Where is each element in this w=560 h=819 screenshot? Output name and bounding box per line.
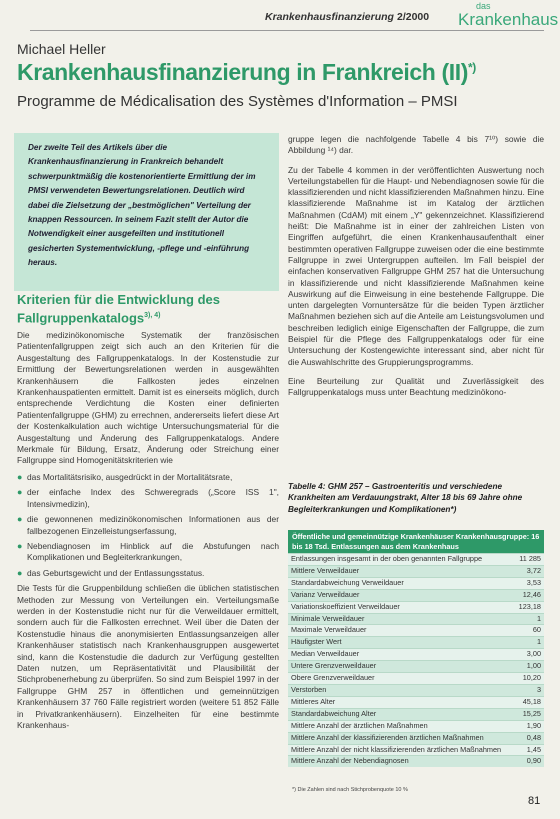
row-value: 1 <box>504 613 544 625</box>
row-value: 0,48 <box>504 732 544 744</box>
right-column <box>288 134 544 407</box>
row-value: 3 <box>504 684 544 696</box>
row-label: Mittlere Anzahl der Nebendiagnosen <box>288 756 504 767</box>
bullet-text: das Geburtsgewicht und der Entlassungsstatus. <box>27 567 205 578</box>
table-row <box>288 649 544 661</box>
row-label: Mittlere Verweildauer <box>288 565 504 577</box>
row-value: 3,53 <box>504 577 544 589</box>
bullet-text: der einfache Index des Schweregrads („Score ISS 1", Intensivmedizin), <box>27 487 279 509</box>
table-row <box>288 673 544 685</box>
bullet-icon: ● <box>17 540 23 551</box>
row-value: 1,45 <box>504 744 544 756</box>
table-row <box>288 720 544 732</box>
row-value: 3,00 <box>504 649 544 661</box>
abstract-box <box>14 133 279 291</box>
table-row <box>288 625 544 637</box>
row-value: 3,72 <box>504 565 544 577</box>
abstract-text: Der zweite Teil des Artikels über die Krankenhausfinanzierung in Frankreich behandelt schwerpunktmäßig die kostenorientierte Ermittlung der im PMSI verwendeten Bewertungsrelationen. Deutlich wird dabei die Zielsetzung der „bestmöglichen" Verteilung der knappen Ressourcen. In seinem Fazit stellt der Autor die Notwendigkeit einer ausgefeilten und institutionell gesicherten Systementwicklung, -pflege und -einführung heraus. <box>28 143 256 268</box>
article-title-mark: *) <box>467 60 476 75</box>
row-value: 1,00 <box>504 661 544 673</box>
statistics-table <box>288 530 544 767</box>
table-row <box>288 708 544 720</box>
article-subtitle: Programme de Médicalisation des Systèmes d'Information – PMSI <box>17 93 458 110</box>
criteria-bullet <box>17 514 279 537</box>
header-topic: Krankenhausfinanzierung <box>265 11 394 23</box>
criteria-bullet <box>17 487 279 510</box>
row-label: Minimale Verweildauer <box>288 613 504 625</box>
row-label: Entlassungen insgesamt in der oben genannten Fallgruppe <box>288 554 504 566</box>
row-value: 45,18 <box>504 696 544 708</box>
row-value: 1 <box>504 637 544 649</box>
section-heading <box>17 292 279 326</box>
left-paragraph-1: Die medizinökonomische Systematik der französischen Patientenfallgruppen zeigt sich auch an den Kriterien für die Ausgestaltung des Fallgruppenkatalogs. In der Kostenstudie zur Ermittlung der Bewertungsrelationen werden in ausgewählten Krankenhäusern die Fallkosten jedes einzelnen Krankenhauspatienten ermittelt. Damit ist es einerseits möglich, durch entsprechende Verdichtung die Kosten einer definierten Patientenfallgruppe (GHM) zu errechnen, andererseits liefert diese Art der Kostenkalkulation auch wichtige Untersuchungsmaterial für die Ausgestaltung und Änderung des Fallgruppenkatalogs. Andere Merkmale für Bildung, Ersatz, Änderung oder Streichung einer Fallgruppe sind Homogenitätskriterien wie <box>17 330 279 466</box>
table-row <box>288 756 544 767</box>
table-row <box>288 589 544 601</box>
magazine-logo <box>458 2 558 28</box>
right-paragraph-2: Zu der Tabelle 4 kommen in der veröffentlichten Auswertung noch Verteilungstabellen für die Haupt- und Nebendiagnosen sowie für die klassifizierenden und nicht klassifizierenden Maßnahmen hinzu. Eine klassifizierende Maßnahme ist im Katalog der ärztlichen Maßnahmen (CdAM) mit einem „Y" gekennzeichnet. Klassifizierend heißt: Die Maßnahme ist in einer der zahlreichen Listen von Eingriffen aufgeführt, die einen Krankenhausaufenthalt einer bestimmten operativen Fallgruppe zuweisen oder die eine bestimmte Fallgruppe in zwei Untergruppen aufteilen. Im Fall beispiel der einfachen konservativen Fallgruppe GHM 257 hat die Untersuchung in klassifizierende und nicht klassifizierende Maßnahmen keine Auswirkung auf die Einweisung in eine bestehende Fallgruppe. Die unten dargelegten Vornuntersätze für die beiden Typen ärztlicher Maßnahmen beziehen sich auf die Anteile am Leistungsvolumen und beschreiben lediglich einige Eigenschaften der Fallgruppe, die zum Beispiel für die Pflege des Fallgruppenkatalogs oder für eine Untersuchung der Kostengewichte interessant sind, aber nicht für die Auswahlschritte des Gruppierungsprogramms. <box>288 164 544 367</box>
table-header: Öffentliche und gemeinnützige Krankenhäuser Krankenhausgruppe: 16 bis 18 Tsd. Entlassungen aus dem Krankenhaus <box>288 530 544 554</box>
row-label: Mittlere Anzahl der ärztlichen Maßnahmen <box>288 720 504 732</box>
row-value: 123,18 <box>504 601 544 613</box>
row-label: Verstorben <box>288 684 504 696</box>
row-label: Variationskoeffizient Verweildauer <box>288 601 504 613</box>
row-value: 1,90 <box>504 720 544 732</box>
row-label: Median Verweildauer <box>288 649 504 661</box>
table-row <box>288 554 544 566</box>
criteria-bullet <box>17 541 279 564</box>
table-footnote: *) Die Zahlen sind nach Stichprobenquote 10 % <box>292 787 408 793</box>
row-value: 11 285 <box>504 554 544 566</box>
left-column <box>17 330 279 736</box>
right-paragraph-1: gruppe legen die nachfolgende Tabelle 4 bis 7¹⁰) sowie die Abbildung ¹⁴) dar. <box>288 134 544 156</box>
right-paragraph-3: Eine Beurteilung zur Qualität und Zuverlässigkeit des Fallgruppenkatalogs muss unter Beachtung medizinökono- <box>288 375 544 398</box>
page-number: 81 <box>528 795 541 807</box>
row-value: 15,25 <box>504 708 544 720</box>
table-row <box>288 613 544 625</box>
criteria-bullet <box>17 472 279 483</box>
bullet-text: die gewonnenen medizinökonomischen Informationen aus der fallbezogenen Einzelleistungserfassung, <box>27 514 279 536</box>
header-rule <box>30 30 544 31</box>
bullet-icon: ● <box>17 567 23 578</box>
table-row <box>288 684 544 696</box>
row-value: 10,20 <box>504 673 544 685</box>
row-label: Mittlere Anzahl der klassifizierenden ärztlichen Maßnahmen <box>288 732 504 744</box>
row-label: Untere Grenzverweildauer <box>288 661 504 673</box>
row-label: Standardabweichung Verweildauer <box>288 577 504 589</box>
article-title-text: Krankenhausfinanzierung in Frankreich (II) <box>17 59 468 85</box>
logo-small-text: das <box>476 1 491 11</box>
logo-large-text: Krankenhaus <box>458 10 559 29</box>
row-label: Maximale Verweildauer <box>288 625 504 637</box>
article-author: Michael Heller <box>17 41 106 57</box>
table-caption: Tabelle 4: GHM 257 – Gastroenteritis und verschiedene Krankheiten am Verdauungstrakt, Alter 18 bis 69 Jahre ohne Begleiterkrankungen und Komplikationen*) <box>288 482 523 514</box>
table-row <box>288 744 544 756</box>
page-header <box>0 0 560 30</box>
row-label: Varianz Verweildauer <box>288 589 504 601</box>
row-label: Standardabweichung Alter <box>288 708 504 720</box>
row-label: Mittlere Anzahl der nicht klassifizierenden ärztlichen Maßnahmen <box>288 744 504 756</box>
row-label: Mittleres Alter <box>288 696 504 708</box>
section-heading-mark: 3), 4) <box>144 312 161 319</box>
table-row <box>288 661 544 673</box>
bullet-icon: ● <box>17 471 23 482</box>
header-issue: 2/2000 <box>397 11 430 23</box>
section-heading-text: Kriterien für die Entwicklung des Fallgruppenkatalogs <box>17 292 220 326</box>
table-row <box>288 732 544 744</box>
bullet-text: Nebendiagnosen im Hinblick auf die Abstufungen nach Komplikationen und Begleiterkrankungen, <box>27 540 279 563</box>
bullet-text: das Mortalitätsrisiko, ausgedrückt in der Mortalitätsrate, <box>27 471 233 482</box>
row-value: 60 <box>504 625 544 637</box>
table-row <box>288 637 544 649</box>
left-paragraph-2: Die Tests für die Gruppenbildung schließen die üblichen statistischen Methoden zur Messung von Verteilungen ein. Verteilungsmaße werden in der Kostenstudie nicht nur für die Verweildauer ermittelt, sondern auch für die Fallkosten errechnet. Weil über die Daten der Kostenstudie hinaus die anonymisierten Entlassungsanzeigen aller Krankenhäuser statistisch nach Krankenhausgruppen ausgewertet sind, kann die Kostenstudie die dadurch zur Verfügung gestellten Daten nutzen, um Repräsentativität und Plausibilität der Stichprobenerhebung zu überprüfen. So sind zum Beispiel 1997 in der Fallgruppe GHM 257 in öffentlichen und gemeinnützigen Krankenhäusern 37 760 Fälle registriert worden (weitere 51 852 Fälle in Privatkrankenhäusern). Einzelheiten für eine bestimmte Krankenhaus- <box>17 583 279 730</box>
table-row <box>288 565 544 577</box>
article-title <box>17 59 476 86</box>
row-value: 0,90 <box>504 756 544 767</box>
bullet-icon: ● <box>17 514 23 525</box>
table-row <box>288 577 544 589</box>
criteria-bullet <box>17 568 279 579</box>
row-value: 12,46 <box>504 589 544 601</box>
row-label: Häufigster Wert <box>288 637 504 649</box>
table-row <box>288 601 544 613</box>
table-row <box>288 696 544 708</box>
row-label: Obere Grenzverweildauer <box>288 673 504 685</box>
bullet-icon: ● <box>17 487 23 498</box>
